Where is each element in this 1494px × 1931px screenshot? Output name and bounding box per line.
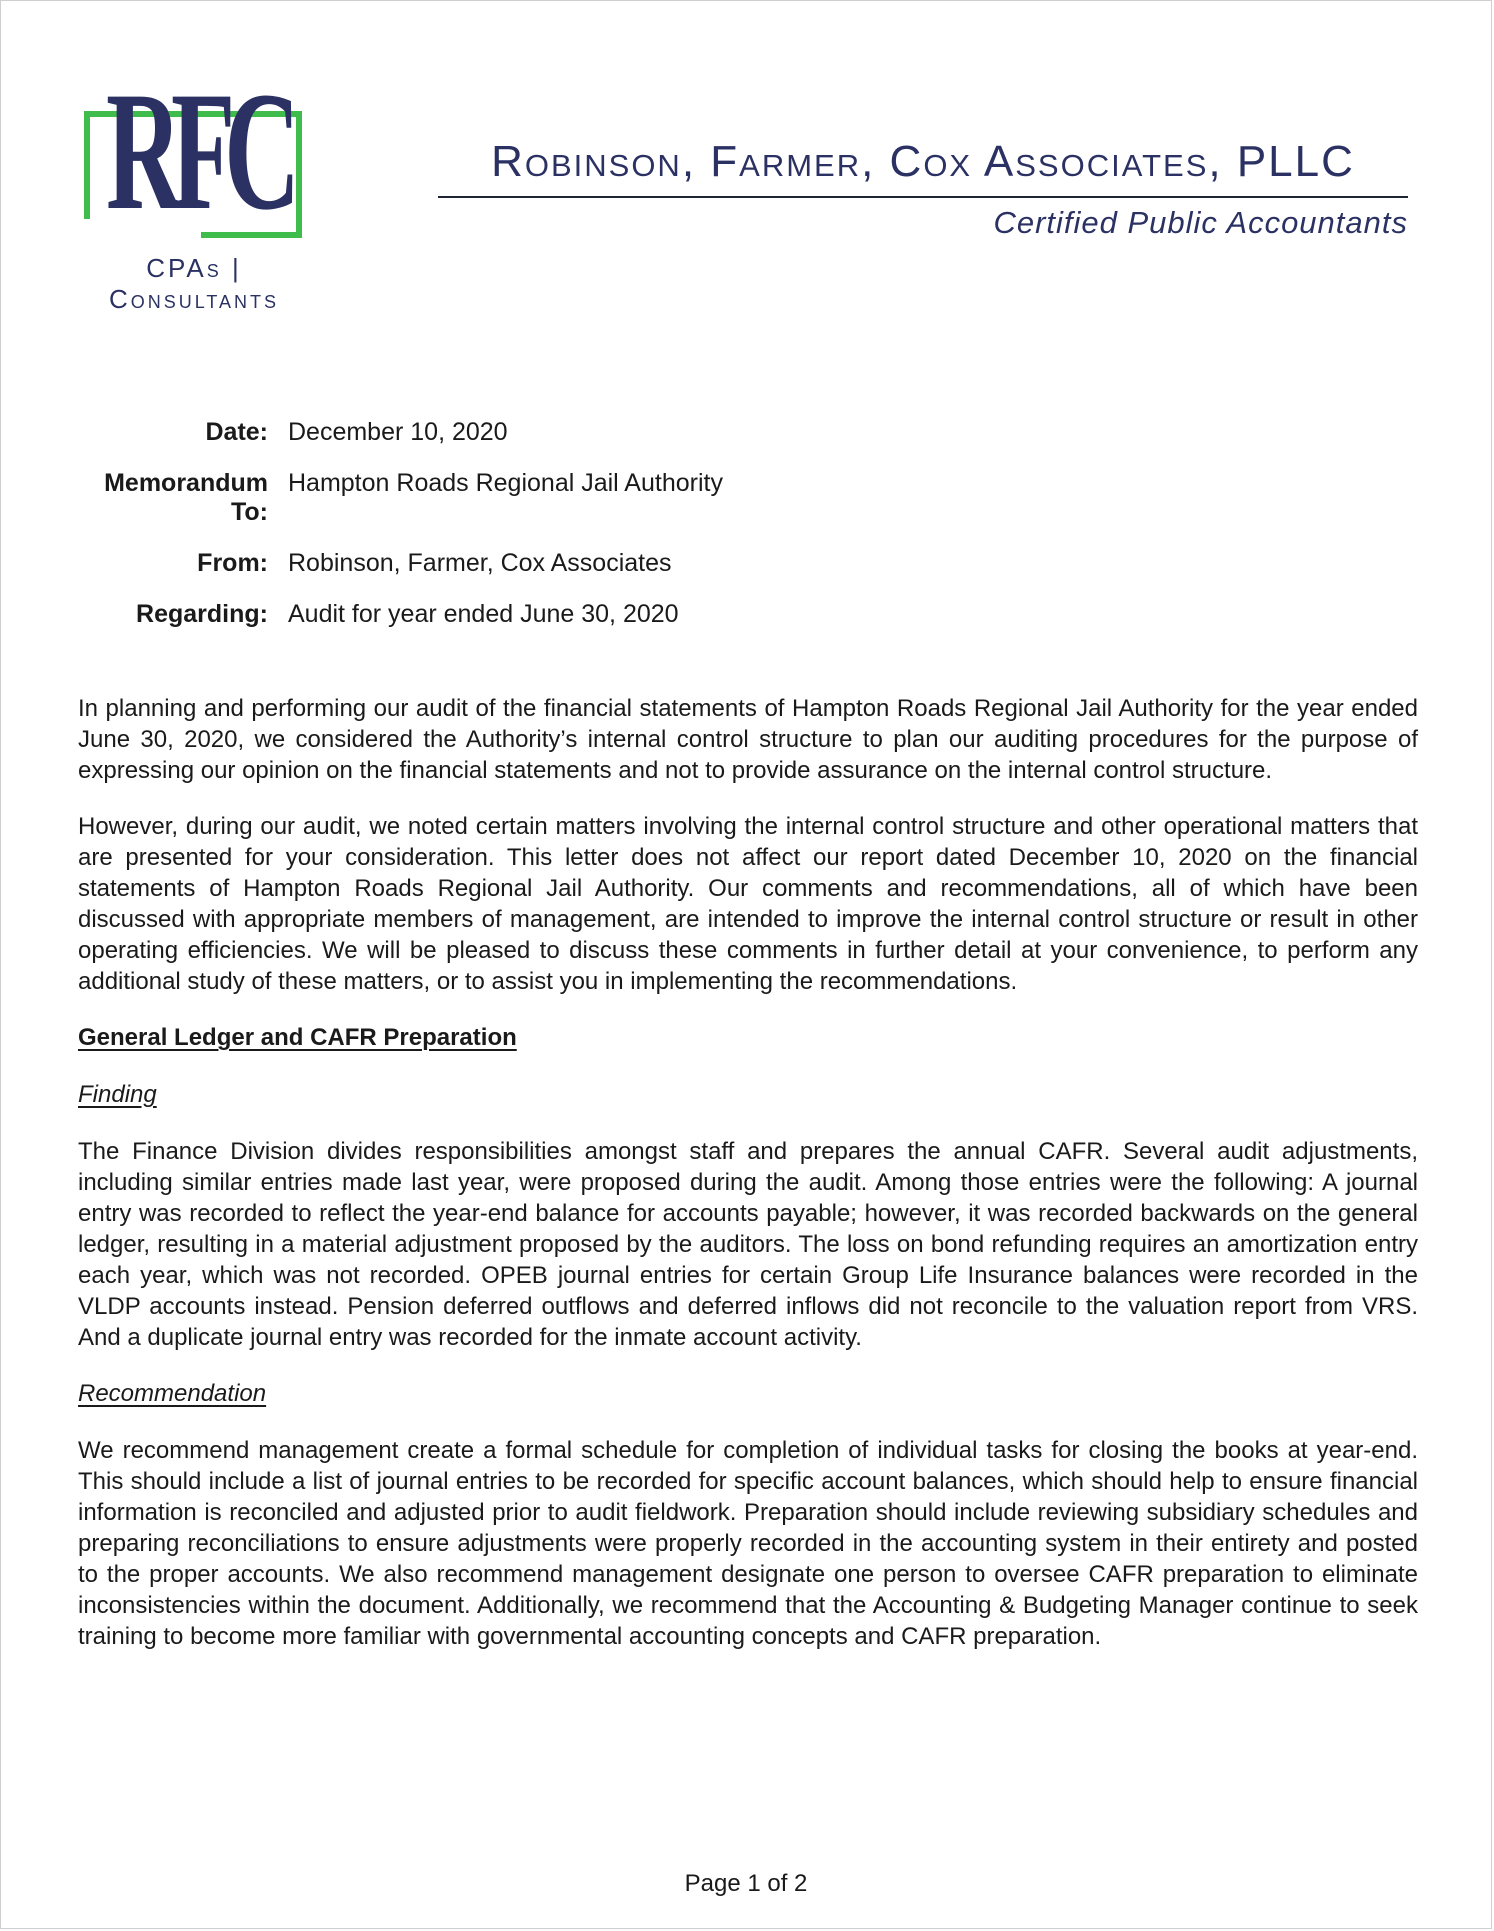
logo-frame-left [84,111,90,219]
letter-body [78,693,1418,1677]
letterhead-rule [438,196,1408,198]
logo-subtitle: CPAs | Consultants [108,253,280,314]
memo-from-label: From: [197,549,268,577]
company-tagline: Certified Public Accountants [993,205,1408,240]
company-name: Robinson, Farmer, Cox Associates, PLLC [491,137,1355,186]
section-heading-general-ledger: General Ledger and CAFR Preparation [78,1024,517,1051]
memo-date-label: Date: [205,418,268,446]
logo-rfc-monogram: RFC [106,57,290,245]
memo-regarding-value: Audit for year ended June 30, 2020 [288,600,679,628]
logo-frame-right [296,111,302,238]
finding-heading: Finding [78,1081,157,1108]
letterhead [438,137,1408,241]
memo-header [78,418,723,629]
paragraph-intro: In planning and performing our audit of the financial statements of Hampton Roads Regional Jail Authority for the year ended June 30, 2020, we considered the Authority’s internal control structure to plan our auditing procedures for the purpose of expressing our opinion on the financial statements and not to provide assurance on the internal control structure. [78,695,1418,784]
paragraph-overview: However, during our audit, we noted certain matters involving the internal control structure and other operational matters that are presented for your consideration. This letter does not affect our report dated December 10, 2020 on the financial statements of Hampton Roads Regional Jail Authority. Our comments and recommendations, all of which have been discussed with appropriate members of management, are intended to improve the internal control structure or result in other operating efficiencies. We will be pleased to discuss these comments in further detail at your convenience, to perform any additional study of these matters, or to assist you in implementing the recommendations. [78,813,1418,995]
recommendation-heading: Recommendation [78,1380,267,1407]
memo-to-label: Memorandum To: [104,469,268,526]
finding-paragraph: The Finance Division divides responsibilities amongst staff and prepares the annual CAFR. Several audit adjustments, including similar entries made last year, were proposed during the audit. Among those entries were the following: A journal entry was recorded to reflect the year-end balance for accounts payable; however, it was recorded backwards on the general ledger, resulting in a material adjustment proposed by the auditors. The loss on bond refunding requires an amortization entry each year, which was not recorded. OPEB journal entries for certain Group Life Insurance balances were recorded in the VLDP accounts instead. Pension deferred outflows and deferred inflows did not reconcile to the valuation report from VRS. And a duplicate journal entry was recorded for the inmate account activity. [78,1138,1418,1351]
memo-to-value: Hampton Roads Regional Jail Authority [288,469,723,497]
recommendation-paragraph: We recommend management create a formal schedule for completion of individual tasks for closing the books at year-end. This should include a list of journal entries to be recorded for specific account balances, which should help to ensure financial information is reconciled and adjusted prior to audit fieldwork. Preparation should include reviewing subsidiary schedules and preparing reconciliations to ensure adjustments were properly recorded in the accounting system in their entirety and posted to the proper accounts. We also recommend management designate one person to oversee CAFR preparation to eliminate inconsistencies within the document. Additionally, we recommend that the Accounting & Budgeting Manager continue to seek training to become more familiar with governmental accounting concepts and CAFR preparation. [78,1437,1418,1650]
logo-frame [84,57,302,245]
company-logo [78,57,318,315]
memo-date-value: December 10, 2020 [288,418,508,446]
memo-from-value: Robinson, Farmer, Cox Associates [288,549,672,577]
page-footer: Page 1 of 2 [684,1870,808,1897]
memo-regarding-label: Regarding: [136,600,268,628]
